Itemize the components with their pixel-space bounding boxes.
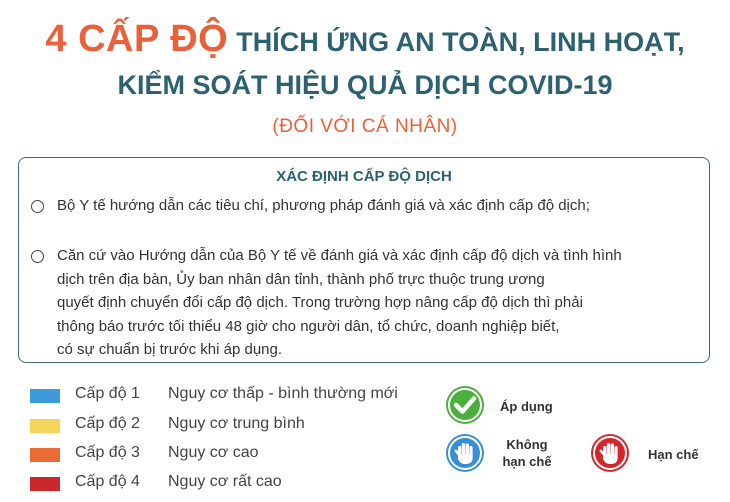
bullet-text-2 [57, 244, 707, 362]
legend-level: Cấp độ 1 [75, 385, 140, 402]
no-limit-label [500, 436, 554, 470]
bullet-2-line-5: có sự chuẩn bị trước khi áp dụng. [57, 341, 283, 358]
legend-swatch [30, 389, 60, 403]
legend-swatch [30, 419, 60, 433]
bullet-circle-icon [31, 200, 44, 213]
legend-risk: Nguy cơ rất cao [168, 473, 282, 490]
title-line-2: KIỂM SOÁT HIỆU QUẢ DỊCH COVID-19 [117, 70, 613, 100]
limit-label: Hạn chế [648, 447, 699, 462]
title-highlight: 4 CẤP ĐỘ [45, 18, 229, 60]
open-hand-icon [446, 434, 484, 472]
no-limit-label-line-1: Không [506, 437, 548, 452]
legend-risk: Nguy cơ thấp - bình thường mới [168, 385, 398, 402]
title-line-1-rest: THÍCH ỨNG AN TOÀN, LINH HOẠT, [236, 27, 685, 57]
determine-level-section [18, 157, 710, 363]
bullet-circle-icon [31, 250, 44, 263]
bullet-2-line-1: Căn cứ vào Hướng dẫn của Bộ Y tế về đánh giá và xác định cấp độ dịch và tình hình [57, 247, 622, 264]
subtitle: (ĐỐI VỚI CÁ NHÂN) [272, 116, 458, 137]
legend-risk: Nguy cơ cao [168, 444, 259, 461]
legend-risk: Nguy cơ trung bình [168, 415, 305, 432]
bullet-2-line-2: dịch trên địa bàn, Ủy ban nhân dân tỉnh, thành phố trực thuộc trung ương [57, 270, 545, 288]
title-line-1 [0, 18, 730, 61]
bullet-text-1 [57, 194, 707, 218]
bullet-2-line-4: thông báo trước tối thiểu 48 giờ cho người dân, tổ chức, doanh nghiệp biết, [57, 317, 560, 335]
legend-level: Cấp độ 3 [75, 444, 140, 461]
no-limit-label-line-2: hạn chế [502, 454, 552, 469]
section-header: XÁC ĐỊNH CẤP ĐỘ DỊCH [276, 168, 452, 185]
legend-level: Cấp độ 2 [75, 415, 140, 432]
check-icon [446, 386, 484, 424]
bullet-1-line-1: Bộ Y tế hướng dẫn các tiêu chí, phương pháp đánh giá và xác định cấp độ dịch; [57, 197, 590, 214]
legend-swatch [30, 477, 60, 491]
apply-label: Áp dụng [500, 399, 553, 414]
bullet-2-line-3: quyết định chuyển đổi cấp độ dịch. Trong trường hợp nâng cấp độ dịch thì phải [57, 294, 583, 311]
legend-level: Cấp độ 4 [75, 473, 140, 490]
stop-hand-icon [591, 434, 629, 472]
legend-swatch [30, 448, 60, 462]
